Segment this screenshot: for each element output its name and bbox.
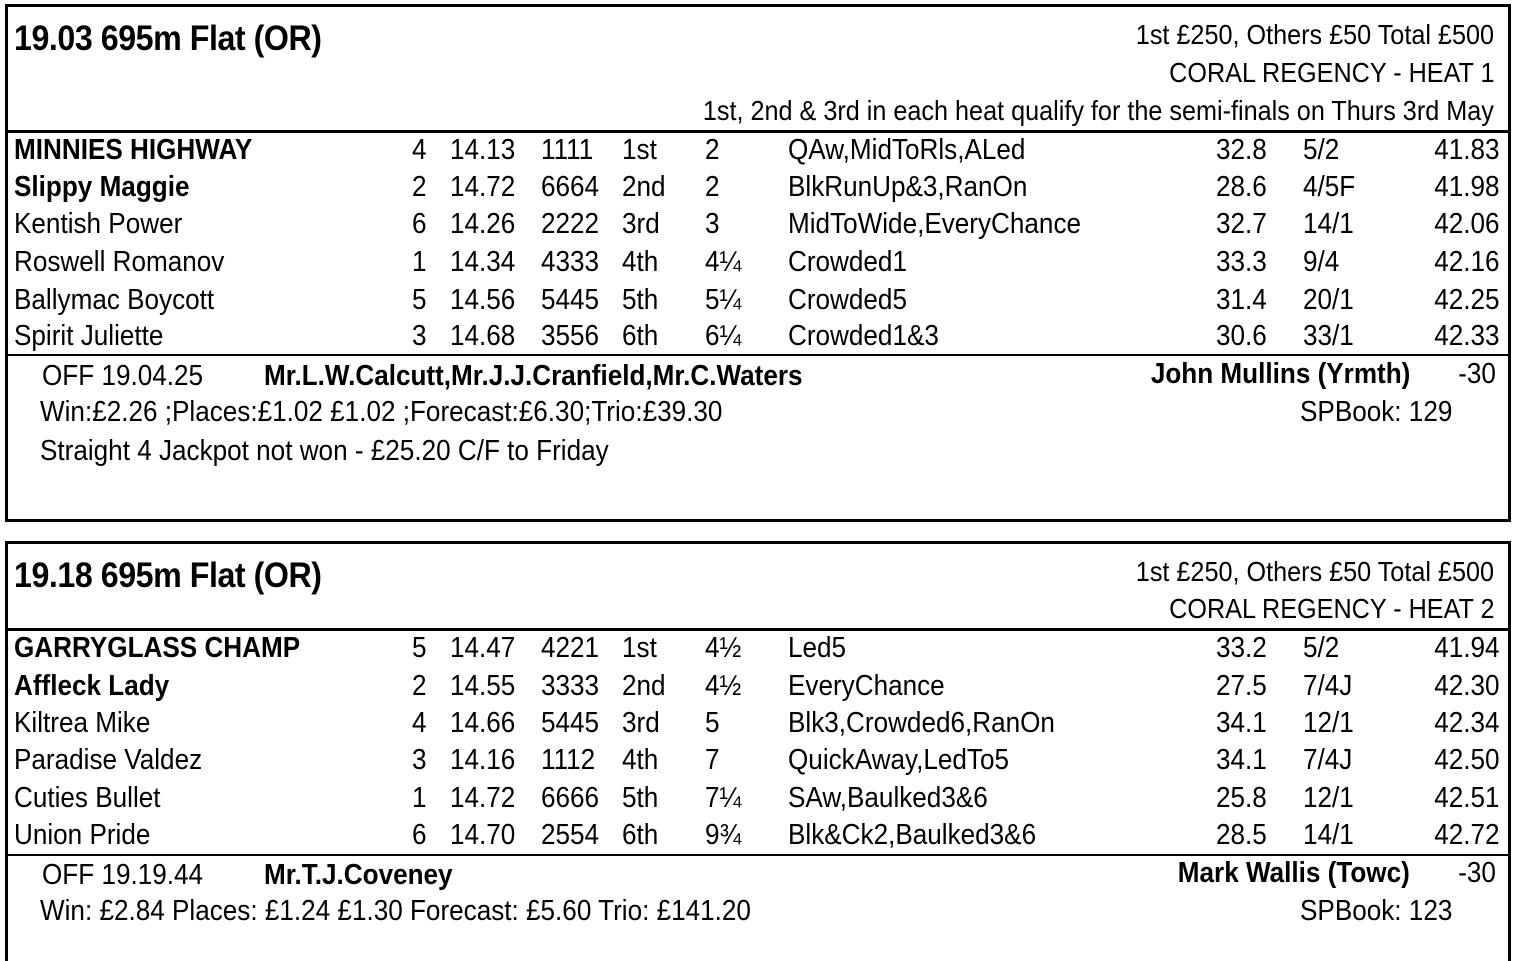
finish-time: 42.30 bbox=[1434, 670, 1500, 702]
split-time: 14.56 bbox=[450, 284, 516, 316]
finish-position: 1st bbox=[622, 632, 657, 664]
owners: Mr.T.J.Coveney bbox=[264, 859, 453, 891]
race-title: 19.03 695m Flat (OR) bbox=[14, 19, 322, 58]
distance-beaten: 5¼ bbox=[705, 284, 742, 316]
race-card-heat-1 bbox=[5, 4, 1511, 522]
weight: 28.5 bbox=[1216, 819, 1267, 851]
finish-time: 42.06 bbox=[1434, 208, 1500, 240]
finish-position: 2nd bbox=[622, 171, 666, 203]
sectionals: 6664 bbox=[541, 171, 600, 203]
sectionals: 2554 bbox=[541, 819, 600, 851]
runner-name: Paradise Valdez bbox=[14, 744, 203, 776]
split-time: 14.26 bbox=[450, 208, 516, 240]
finish-time: 42.72 bbox=[1434, 819, 1500, 851]
runner-name: Slippy Maggie bbox=[14, 171, 190, 203]
runner-name: MINNIES HIGHWAY bbox=[14, 134, 253, 166]
race-remarks: BlkRunUp&3,RanOn bbox=[788, 171, 1028, 203]
race-remarks: Crowded1 bbox=[788, 246, 907, 278]
weight: 31.4 bbox=[1216, 284, 1267, 316]
qualification-note: 1st, 2nd & 3rd in each heat qualify for the semi-finals on Thurs 3rd May bbox=[703, 95, 1494, 126]
prize-money: 1st £250, Others £50 Total £500 bbox=[1135, 556, 1494, 587]
distance-beaten: 7¼ bbox=[705, 782, 742, 814]
finish-position: 4th bbox=[622, 744, 659, 776]
race-remarks: MidToWide,EveryChance bbox=[788, 208, 1082, 240]
divider bbox=[8, 354, 1508, 356]
starting-price: 20/1 bbox=[1303, 284, 1354, 316]
starting-price: 4/5F bbox=[1303, 171, 1356, 203]
weight: 32.8 bbox=[1216, 134, 1267, 166]
starting-price: 12/1 bbox=[1303, 782, 1354, 814]
trap-number: 3 bbox=[412, 320, 427, 352]
event-name: CORAL REGENCY - HEAT 1 bbox=[1168, 57, 1494, 88]
weight: 27.5 bbox=[1216, 670, 1267, 702]
trap-number: 6 bbox=[412, 208, 427, 240]
sectionals: 1112 bbox=[541, 744, 596, 776]
finish-position: 2nd bbox=[622, 670, 666, 702]
trap-number: 3 bbox=[412, 744, 427, 776]
distance-beaten: 4¼ bbox=[705, 246, 742, 278]
split-time: 14.72 bbox=[450, 171, 516, 203]
finish-position: 6th bbox=[622, 819, 659, 851]
runner-name: GARRYGLASS CHAMP bbox=[14, 632, 301, 664]
runner-name: Union Pride bbox=[14, 819, 151, 851]
race-card-heat-2 bbox=[5, 541, 1511, 961]
going-allowance: -30 bbox=[1458, 857, 1496, 889]
sectionals: 3556 bbox=[541, 320, 600, 352]
race-remarks: SAw,Baulked3&6 bbox=[788, 782, 988, 814]
weight: 34.1 bbox=[1216, 744, 1267, 776]
finish-position: 6th bbox=[622, 320, 659, 352]
race-remarks: Blk3,Crowded6,RanOn bbox=[788, 707, 1055, 739]
finish-position: 3rd bbox=[622, 208, 660, 240]
dividends: Win:£2.26 ;Places:£1.02 £1.02 ;Forecast:£6.30;Trio:£39.30 bbox=[40, 396, 723, 428]
starting-price: 14/1 bbox=[1303, 208, 1354, 240]
trap-number: 2 bbox=[412, 670, 427, 702]
weight: 32.7 bbox=[1216, 208, 1267, 240]
runner-row bbox=[8, 744, 1508, 780]
trap-number: 5 bbox=[412, 632, 427, 664]
finish-time: 42.51 bbox=[1434, 782, 1500, 814]
sectionals: 4221 bbox=[541, 632, 600, 664]
runner-name: Cuties Bullet bbox=[14, 782, 161, 814]
runner-row bbox=[8, 819, 1508, 855]
trap-number: 4 bbox=[412, 134, 427, 166]
runner-name: Spirit Juliette bbox=[14, 320, 164, 352]
trap-number: 1 bbox=[412, 246, 427, 278]
sectionals: 5445 bbox=[541, 284, 600, 316]
race-remarks: Led5 bbox=[788, 632, 847, 664]
race-remarks: Crowded1&3 bbox=[788, 320, 939, 352]
weight: 33.3 bbox=[1216, 246, 1267, 278]
split-time: 14.70 bbox=[450, 819, 516, 851]
starting-price: 14/1 bbox=[1303, 819, 1354, 851]
split-time: 14.55 bbox=[450, 670, 516, 702]
weight: 34.1 bbox=[1216, 707, 1267, 739]
finish-time: 41.94 bbox=[1434, 632, 1500, 664]
starting-price: 33/1 bbox=[1303, 320, 1354, 352]
prize-money: 1st £250, Others £50 Total £500 bbox=[1135, 19, 1494, 50]
weight: 33.2 bbox=[1216, 632, 1267, 664]
distance-beaten: 4½ bbox=[705, 632, 742, 664]
runner-row bbox=[8, 284, 1508, 320]
split-time: 14.66 bbox=[450, 707, 516, 739]
runner-name: Kiltrea Mike bbox=[14, 707, 151, 739]
distance-beaten: 9¾ bbox=[705, 819, 742, 851]
sectionals: 1111 bbox=[541, 134, 594, 166]
runner-row bbox=[8, 208, 1508, 244]
starting-price: 5/2 bbox=[1303, 134, 1340, 166]
race-title: 19.18 695m Flat (OR) bbox=[14, 556, 322, 595]
split-time: 14.16 bbox=[450, 744, 516, 776]
starting-price: 5/2 bbox=[1303, 632, 1340, 664]
split-time: 14.13 bbox=[450, 134, 516, 166]
trap-number: 5 bbox=[412, 284, 427, 316]
runner-name: Kentish Power bbox=[14, 208, 183, 240]
split-time: 14.72 bbox=[450, 782, 516, 814]
finish-time: 42.50 bbox=[1434, 744, 1500, 776]
runner-name: Ballymac Boycott bbox=[14, 284, 215, 316]
runner-row bbox=[8, 134, 1508, 170]
race-remarks: Blk&Ck2,Baulked3&6 bbox=[788, 819, 1037, 851]
sectionals: 2222 bbox=[541, 208, 600, 240]
starting-price: 7/4J bbox=[1303, 670, 1353, 702]
finish-position: 1st bbox=[622, 134, 657, 166]
distance-beaten: 4½ bbox=[705, 670, 742, 702]
jackpot-note: Straight 4 Jackpot not won - £25.20 C/F to Friday bbox=[40, 435, 609, 467]
runner-row bbox=[8, 707, 1508, 743]
runner-row bbox=[8, 246, 1508, 282]
sp-book: SPBook: 129 bbox=[1300, 396, 1453, 428]
race-remarks: EveryChance bbox=[788, 670, 945, 702]
trainer: Mark Wallis (Towc) bbox=[1177, 857, 1410, 889]
starting-price: 7/4J bbox=[1303, 744, 1353, 776]
trap-number: 2 bbox=[412, 171, 427, 203]
runner-row bbox=[8, 171, 1508, 207]
off-time: OFF 19.19.44 bbox=[42, 859, 204, 891]
runner-row bbox=[8, 670, 1508, 706]
trainer: John Mullins (Yrmth) bbox=[1150, 358, 1410, 390]
sp-book: SPBook: 123 bbox=[1300, 895, 1453, 927]
weight: 25.8 bbox=[1216, 782, 1267, 814]
going-allowance: -30 bbox=[1458, 358, 1496, 390]
race-remarks: QuickAway,LedTo5 bbox=[788, 744, 1010, 776]
sectionals: 3333 bbox=[541, 670, 600, 702]
finish-time: 42.34 bbox=[1434, 707, 1500, 739]
divider bbox=[8, 130, 1508, 133]
divider bbox=[8, 854, 1508, 856]
runner-row bbox=[8, 632, 1508, 668]
trap-number: 6 bbox=[412, 819, 427, 851]
sectionals: 6666 bbox=[541, 782, 600, 814]
finish-time: 42.33 bbox=[1434, 320, 1500, 352]
starting-price: 9/4 bbox=[1303, 246, 1340, 278]
race-remarks: QAw,MidToRls,ALed bbox=[788, 134, 1026, 166]
finish-position: 4th bbox=[622, 246, 659, 278]
trap-number: 4 bbox=[412, 707, 427, 739]
distance-beaten: 7 bbox=[705, 744, 720, 776]
off-time: OFF 19.04.25 bbox=[42, 360, 204, 392]
divider bbox=[8, 628, 1508, 631]
distance-beaten: 5 bbox=[705, 707, 720, 739]
starting-price: 12/1 bbox=[1303, 707, 1354, 739]
finish-position: 5th bbox=[622, 284, 659, 316]
distance-beaten: 2 bbox=[705, 134, 720, 166]
finish-position: 5th bbox=[622, 782, 659, 814]
finish-position: 3rd bbox=[622, 707, 660, 739]
trap-number: 1 bbox=[412, 782, 427, 814]
dividends: Win: £2.84 Places: £1.24 £1.30 Forecast: £5.60 Trio: £141.20 bbox=[40, 895, 751, 927]
owners: Mr.L.W.Calcutt,Mr.J.J.Cranfield,Mr.C.Waters bbox=[264, 360, 803, 392]
split-time: 14.68 bbox=[450, 320, 516, 352]
sectionals: 5445 bbox=[541, 707, 600, 739]
distance-beaten: 6¼ bbox=[705, 320, 742, 352]
finish-time: 41.83 bbox=[1434, 134, 1500, 166]
finish-time: 41.98 bbox=[1434, 171, 1500, 203]
split-time: 14.47 bbox=[450, 632, 516, 664]
event-name: CORAL REGENCY - HEAT 2 bbox=[1168, 593, 1494, 624]
sectionals: 4333 bbox=[541, 246, 600, 278]
race-remarks: Crowded5 bbox=[788, 284, 907, 316]
finish-time: 42.16 bbox=[1434, 246, 1500, 278]
split-time: 14.34 bbox=[450, 246, 516, 278]
weight: 28.6 bbox=[1216, 171, 1267, 203]
distance-beaten: 2 bbox=[705, 171, 720, 203]
weight: 30.6 bbox=[1216, 320, 1267, 352]
runner-row bbox=[8, 320, 1508, 356]
runner-name: Affleck Lady bbox=[14, 670, 170, 702]
runner-row bbox=[8, 782, 1508, 818]
runner-name: Roswell Romanov bbox=[14, 246, 225, 278]
finish-time: 42.25 bbox=[1434, 284, 1500, 316]
distance-beaten: 3 bbox=[705, 208, 720, 240]
